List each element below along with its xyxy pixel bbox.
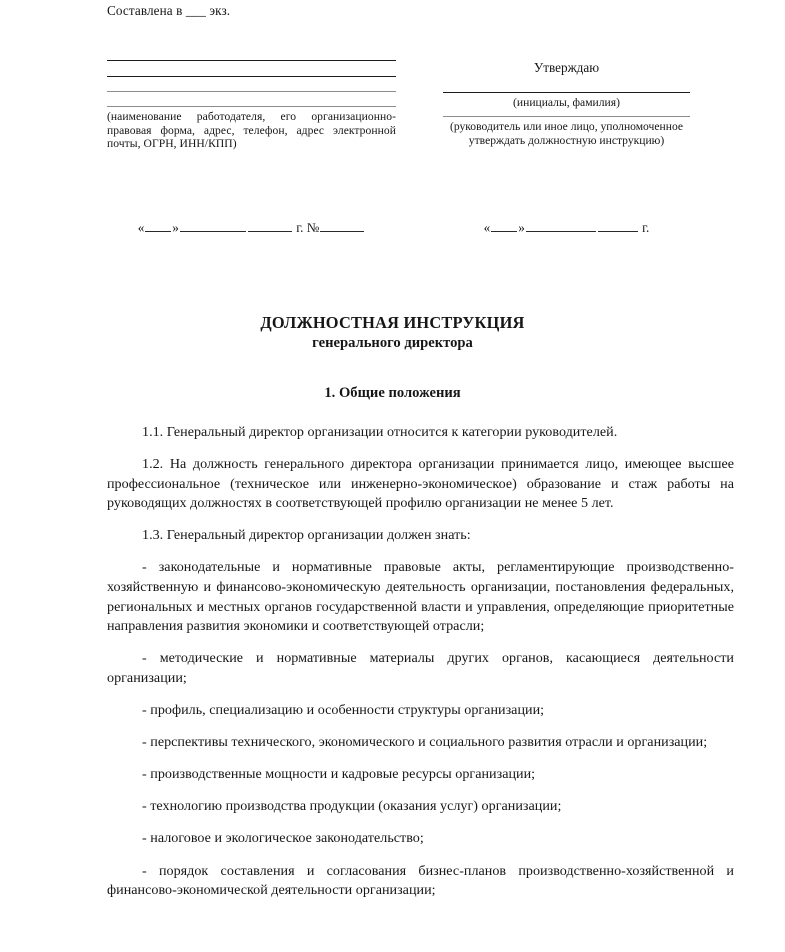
approval-date-day-blank[interactable] — [491, 220, 517, 232]
approval-date-quote-open: « — [483, 220, 491, 235]
approval-role-caption: (руководитель или иное лицо, уполномоченное утверждать должностную инструкцию) — [449, 120, 684, 148]
paragraph: - законодательные и нормативные правовые акты, регламентирующие производственно-хозяйственную и финансово-экономическую деятельность организации, постановления федеральных, региональных и местных органов государственной власти и управления, определяющие приоритетные направления развития экономики и соответствующей отрасли; — [107, 559, 734, 635]
date-month-blank[interactable] — [180, 220, 246, 232]
paragraph: 1.3. Генеральный директор организации должен знать: — [142, 527, 471, 544]
date-year-blank[interactable] — [248, 220, 292, 232]
paragraph: - порядок составления и согласования бизнес-планов производственно-хозяйственной и финансово-экономической деятельности организации; — [107, 862, 734, 899]
approval-date-month-blank[interactable] — [526, 220, 596, 232]
copies-note: Составлена в ___ экз. — [107, 3, 231, 18]
approve-label: Утверждаю — [533, 60, 600, 75]
employer-date-line — [107, 220, 396, 236]
paragraph: - профиль, специализацию и особенности структуры организации; — [142, 702, 545, 719]
paragraph: - производственные мощности и кадровые ресурсы организации; — [142, 766, 536, 783]
paragraph: - методические и нормативные материалы других органов, касающиеся деятельности организации; — [107, 650, 734, 686]
approval-date-line — [443, 220, 690, 236]
approval-date-year-blank[interactable] — [598, 220, 638, 232]
paragraph: 1.1. Генеральный директор организации относится к категории руководителей. — [142, 424, 618, 440]
paragraph: - технологию производства продукции (оказания услуг) организации; — [142, 798, 562, 815]
document-subtitle: генерального директора — [312, 335, 473, 351]
document-title: ДОЛЖНОСТНАЯ ИНСТРУКЦИЯ — [260, 313, 525, 332]
section-title: 1. Общие положения — [324, 385, 461, 401]
employer-caption: (наименование работодателя, его организационно-правовая форма, адрес, телефон, адрес электронной почты, ОГРН, ИНН/КПП) — [107, 110, 396, 151]
approval-date-quote-close: » — [518, 220, 525, 235]
date-quote-close: » — [172, 220, 179, 235]
document-header — [0, 60, 785, 245]
paragraph: - налоговое и экологическое законодательство; — [142, 830, 424, 847]
document-body — [107, 423, 734, 901]
approval-initials-caption: (инициалы, фамилия) — [513, 96, 620, 109]
date-day-blank[interactable] — [145, 220, 171, 232]
employer-block — [107, 60, 396, 151]
approval-block — [443, 60, 690, 149]
approval-date-year-label: г. — [642, 220, 650, 235]
paragraph: 1.2. На должность генерального директора организации принимается лицо, имеющее высшее профессиональное (техническое или инженерно-экономическое) образование и стаж работы на руководящих должностях в соответствующей профилю организации не менее 5 лет. — [107, 456, 734, 512]
date-quote-open: « — [137, 220, 145, 235]
date-number-blank[interactable] — [320, 220, 364, 232]
date-number-label: г. № — [296, 220, 320, 235]
paragraph: - перспективы технического, экономического и социального развития отрасли и организации; — [142, 734, 708, 751]
